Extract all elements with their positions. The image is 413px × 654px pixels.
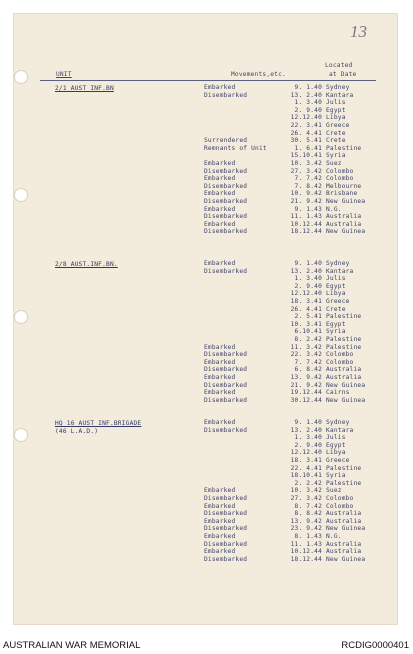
location-cell: Colombo [326, 167, 354, 175]
location-cell: Palestine [326, 343, 362, 351]
date-cell: 27. 3.42 [290, 167, 322, 175]
date-cell: 10. 3.41 [290, 320, 322, 328]
movement-cell: Embarked [204, 343, 236, 351]
location-cell: New Guinea [326, 228, 366, 236]
date-cell: 9. 1.40 [294, 84, 322, 91]
location-cell: Suez [326, 160, 342, 167]
location-cell: Libya [326, 290, 346, 298]
movement-cell: Embarked [204, 533, 236, 540]
location-cell: Palestine [326, 144, 362, 152]
date-cell: 13. 9.42 [290, 517, 322, 525]
location-cell: Kantara [326, 426, 354, 434]
movement-cell: Disembarked [204, 213, 248, 221]
movement-cell: Disembarked [204, 540, 248, 548]
location-cell: Australia [326, 366, 362, 374]
location-cell: Suez [326, 487, 342, 495]
location-cell: New Guinea [326, 525, 366, 533]
movement-cell: Disembarked [204, 167, 248, 175]
date-cell: 9. 1.43 [294, 205, 322, 213]
date-cell: 10.12.44 [290, 548, 322, 556]
location-cell: Libya [326, 449, 346, 457]
page-number: 13 [350, 22, 367, 41]
date-cell: 2. 5.41 [294, 313, 322, 321]
location-cell: Egypt [326, 320, 346, 328]
location-cell: Colombo [326, 351, 354, 359]
movement-cell: Embarked [204, 84, 236, 91]
movement-cell: Embarked [204, 358, 236, 366]
date-cell: 21. 9.42 [290, 381, 322, 389]
date-cell: 13. 2.40 [290, 267, 322, 275]
location-cell: N.G. [326, 533, 342, 540]
movement-cell: Disembarked [204, 510, 248, 518]
location-cell: Brisbane [326, 190, 358, 198]
location-cell: Australia [326, 548, 362, 556]
location-cell: Colombo [326, 358, 354, 366]
punch-hole [14, 188, 28, 202]
location-cell: Egypt [326, 441, 346, 449]
header-unit: UNIT [56, 71, 72, 78]
date-cell: 12.12.40 [290, 114, 322, 122]
movement-cell: Disembarked [204, 396, 248, 404]
date-cell: 8. 7.42 [294, 502, 322, 510]
date-cell: 18.12.44 [290, 555, 322, 563]
movement-cell: Disembarked [204, 495, 248, 502]
date-cell: 6.10.41 [294, 328, 322, 336]
date-cell: 7. 7.42 [294, 175, 322, 183]
location-cell: Julis [326, 99, 346, 107]
date-cell: 10. 9.42 [290, 190, 322, 198]
date-cell: 2. 9.40 [294, 441, 322, 449]
date-cell: 7. 7.42 [294, 358, 322, 366]
location-cell: Colombo [326, 175, 354, 183]
movement-cell: Remnants of Unit [204, 144, 267, 152]
movement-cell: Disembarked [204, 426, 248, 434]
date-cell: 2. 2.42 [294, 479, 322, 487]
date-cell: 11. 1.43 [290, 540, 322, 548]
date-cell: 18. 3.41 [290, 298, 322, 305]
movement-cell: Embarked [204, 548, 236, 556]
date-cell: 12.12.40 [290, 449, 322, 457]
location-cell: Syria [326, 328, 346, 336]
date-cell: 30.12.44 [290, 396, 322, 404]
location-cell: Crete [326, 129, 346, 137]
movement-cell: Disembarked [204, 91, 248, 99]
movement-cell: Embarked [204, 190, 236, 198]
date-cell: 27. 3.42 [290, 495, 322, 502]
date-cell: 13. 9.42 [290, 374, 322, 381]
location-cell: Sydney [326, 84, 350, 91]
location-cell: Colombo [326, 502, 354, 510]
location-cell: Cairns [326, 389, 350, 397]
date-cell: 22. 4.41 [290, 464, 322, 472]
movement-cell: Embarked [204, 389, 236, 397]
movement-cell: Disembarked [204, 381, 248, 389]
date-cell: 13. 2.40 [290, 426, 322, 434]
movement-cell: Disembarked [204, 366, 248, 374]
date-cell: 1. 3.40 [294, 99, 322, 107]
header-located-line2: at Date [329, 71, 357, 78]
date-cell: 11. 1.43 [290, 213, 322, 221]
unit-title: 2/8 AUST.INF.BN. [55, 261, 118, 268]
movement-cell: Disembarked [204, 182, 248, 190]
location-cell: Sydney [326, 260, 350, 267]
movement-cell: Disembarked [204, 555, 248, 563]
location-cell: Greece [326, 457, 350, 464]
unit-title: 2/1 AUST INF.BN [55, 85, 114, 92]
unit-title: HQ 16 AUST INF.BRIGADE [55, 420, 142, 427]
footer-record-id: RCDIG0000401 [341, 640, 409, 651]
movement-cell: Disembarked [204, 351, 248, 359]
location-cell: Libya [326, 114, 346, 122]
movement-cell: Embarked [204, 160, 236, 167]
location-cell: Syria [326, 472, 346, 480]
location-cell: Palestine [326, 336, 362, 343]
date-cell: 11. 3.42 [290, 343, 322, 351]
location-cell: New Guinea [326, 396, 366, 404]
date-cell: 18. 3.41 [290, 457, 322, 464]
date-cell: 1. 3.40 [294, 275, 322, 283]
location-cell: New Guinea [326, 555, 366, 563]
date-cell: 21. 9.42 [290, 198, 322, 205]
header-rule [40, 80, 376, 81]
date-cell: 15.10.41 [290, 152, 322, 160]
location-cell: Australia [326, 510, 362, 518]
location-cell: Syria [326, 152, 346, 160]
date-cell: 9. 1.40 [294, 419, 322, 426]
header-movements: Movements,etc. [231, 71, 286, 78]
movement-cell: Disembarked [204, 267, 248, 275]
location-cell: Egypt [326, 106, 346, 114]
location-cell: Crete [326, 137, 346, 145]
location-cell: Julis [326, 275, 346, 283]
location-cell: Crete [326, 305, 346, 313]
location-cell: Australia [326, 213, 362, 221]
location-cell: New Guinea [326, 381, 366, 389]
date-cell: 1. 3.40 [294, 434, 322, 442]
date-cell: 30. 5.41 [290, 137, 322, 145]
date-cell: 18.10.41 [290, 472, 322, 480]
location-cell: Palestine [326, 313, 362, 321]
punch-hole [14, 428, 28, 442]
movement-cell: Surrendered [204, 137, 248, 145]
location-cell: Australia [326, 220, 362, 228]
date-cell: 23. 9.42 [290, 525, 322, 533]
date-cell: 10. 3.42 [290, 487, 322, 495]
punch-hole [14, 70, 28, 84]
location-cell: Greece [326, 298, 350, 305]
date-cell: 8. 1.43 [294, 533, 322, 540]
movement-cell: Embarked [204, 487, 236, 495]
location-cell: Kantara [326, 267, 354, 275]
movement-cell: Embarked [204, 260, 236, 267]
location-cell: Greece [326, 122, 350, 129]
date-cell: 7. 8.42 [294, 182, 322, 190]
location-cell: Australia [326, 517, 362, 525]
header-located-line1: Located [325, 62, 353, 69]
date-cell: 6. 8.42 [294, 366, 322, 374]
date-cell: 18.12.44 [290, 228, 322, 236]
footer-archive-name: AUSTRALIAN WAR MEMORIAL [3, 640, 141, 651]
date-cell: 10.12.44 [290, 220, 322, 228]
date-cell: 26. 4.41 [290, 305, 322, 313]
date-cell: 22. 3.42 [290, 351, 322, 359]
movement-cell: Embarked [204, 502, 236, 510]
movement-cell: Embarked [204, 175, 236, 183]
location-cell: Kantara [326, 91, 354, 99]
movement-cell: Embarked [204, 205, 236, 213]
location-cell: Melbourne [326, 182, 362, 190]
movement-cell: Embarked [204, 419, 236, 426]
location-cell: Colombo [326, 495, 354, 502]
location-cell: Julis [326, 434, 346, 442]
location-cell: N.G. [326, 205, 342, 213]
location-cell: New Guinea [326, 198, 366, 205]
date-cell: 12.12.40 [290, 290, 322, 298]
date-cell: 26. 4.41 [290, 129, 322, 137]
movement-cell: Disembarked [204, 198, 248, 205]
unit-name [55, 420, 141, 427]
date-cell: 22. 3.41 [290, 122, 322, 129]
movement-cell: Embarked [204, 220, 236, 228]
date-cell: 8. 2.42 [294, 336, 322, 343]
movement-cell: Embarked [204, 517, 236, 525]
location-cell: Sydney [326, 419, 350, 426]
location-cell: Australia [326, 374, 362, 381]
location-cell: Palestine [326, 464, 362, 472]
movement-cell: Embarked [204, 374, 236, 381]
date-cell: 2. 9.40 [294, 106, 322, 114]
unit-name [55, 85, 114, 92]
location-cell: Australia [326, 540, 362, 548]
date-cell: 10. 3.42 [290, 160, 322, 167]
date-cell: 1. 6.41 [294, 144, 322, 152]
location-cell: Palestine [326, 479, 362, 487]
movement-cell: Disembarked [204, 525, 248, 533]
punch-hole [14, 310, 28, 324]
date-cell: 9. 1.40 [294, 260, 322, 267]
location-cell: Egypt [326, 282, 346, 290]
unit-name [55, 261, 118, 268]
movement-cell: Disembarked [204, 228, 248, 236]
date-cell: 13. 2.40 [290, 91, 322, 99]
date-cell: 2. 9.40 [294, 282, 322, 290]
date-cell: 8. 8.42 [294, 510, 322, 518]
date-cell: 19.12.44 [290, 389, 322, 397]
unit-subtitle: (46 L.A.D.) [55, 427, 99, 435]
